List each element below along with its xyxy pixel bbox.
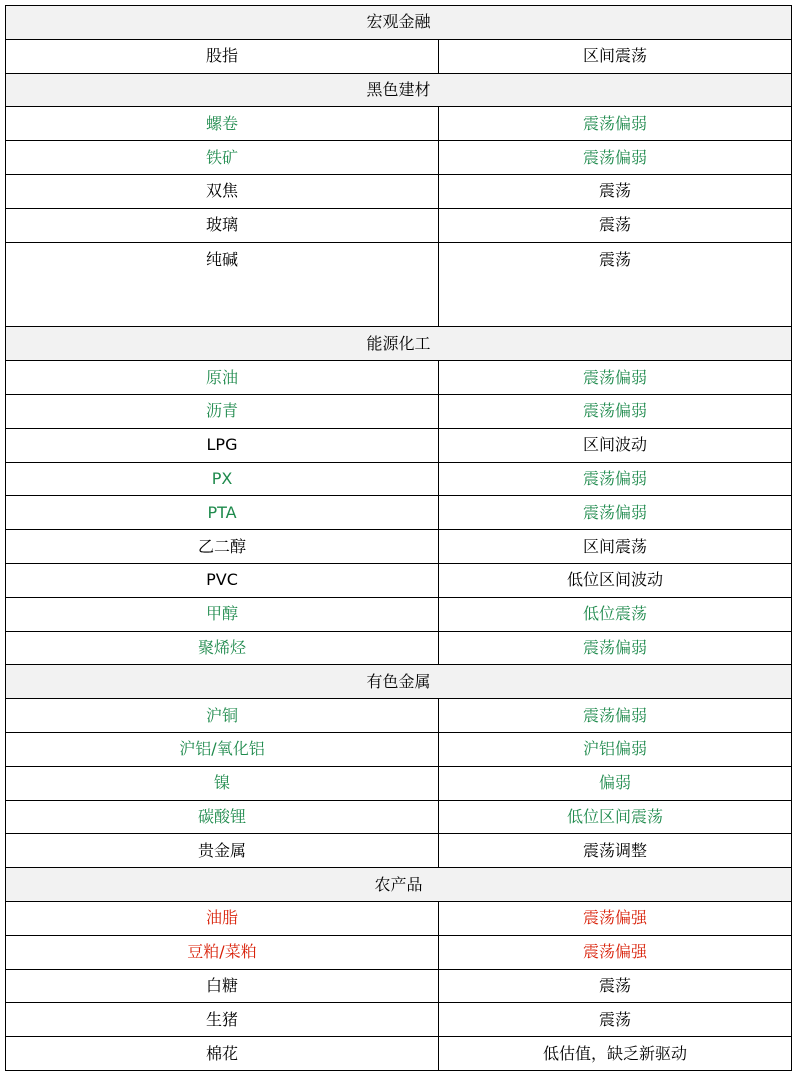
table-row bbox=[6, 361, 792, 395]
table-row bbox=[6, 208, 792, 242]
commodity-name: 甲醇 bbox=[6, 597, 439, 631]
outlook-view: 震荡偏弱 bbox=[439, 394, 792, 428]
commodity-name: 棉花 bbox=[6, 1037, 439, 1071]
table-row bbox=[6, 901, 792, 935]
outlook-view: 低位区间波动 bbox=[439, 563, 792, 597]
commodity-name: 聚烯烃 bbox=[6, 631, 439, 665]
outlook-view: 震荡 bbox=[439, 208, 792, 242]
table-row bbox=[6, 597, 792, 631]
section-header-row bbox=[6, 6, 792, 40]
table-row bbox=[6, 107, 792, 141]
commodity-name: 沥青 bbox=[6, 394, 439, 428]
commodity-name: 白糖 bbox=[6, 969, 439, 1003]
commodity-name: PX bbox=[6, 462, 439, 496]
section-header-row bbox=[6, 665, 792, 699]
outlook-view: 震荡 bbox=[439, 242, 792, 327]
table-row bbox=[6, 563, 792, 597]
section-title: 有色金属 bbox=[6, 665, 792, 699]
table-row bbox=[6, 428, 792, 462]
outlook-view: 震荡调整 bbox=[439, 834, 792, 868]
commodity-name: 玻璃 bbox=[6, 208, 439, 242]
table-row bbox=[6, 631, 792, 665]
table-row bbox=[6, 699, 792, 733]
outlook-view: 低位震荡 bbox=[439, 597, 792, 631]
commodity-name: 沪铜 bbox=[6, 699, 439, 733]
outlook-view: 区间震荡 bbox=[439, 530, 792, 564]
commodity-name: 乙二醇 bbox=[6, 530, 439, 564]
commodity-name: 碳酸锂 bbox=[6, 800, 439, 834]
table-row bbox=[6, 462, 792, 496]
outlook-view: 区间震荡 bbox=[439, 39, 792, 73]
commodity-name: PVC bbox=[6, 563, 439, 597]
outlook-view: 震荡 bbox=[439, 969, 792, 1003]
outlook-view: 震荡偏弱 bbox=[439, 496, 792, 530]
table-row bbox=[6, 39, 792, 73]
outlook-view: 震荡偏强 bbox=[439, 935, 792, 969]
table-row bbox=[6, 496, 792, 530]
section-header-row bbox=[6, 868, 792, 902]
commodity-name: 油脂 bbox=[6, 901, 439, 935]
outlook-view: 震荡偏弱 bbox=[439, 107, 792, 141]
table-row bbox=[6, 766, 792, 800]
outlook-view: 震荡 bbox=[439, 174, 792, 208]
commodity-name: 纯碱 bbox=[6, 242, 439, 327]
commodity-name: 股指 bbox=[6, 39, 439, 73]
commodity-name: LPG bbox=[6, 428, 439, 462]
commodity-name: 镍 bbox=[6, 766, 439, 800]
table-row bbox=[6, 530, 792, 564]
table-row bbox=[6, 1003, 792, 1037]
section-header-row bbox=[6, 327, 792, 361]
outlook-view: 震荡偏弱 bbox=[439, 631, 792, 665]
outlook-view: 震荡偏弱 bbox=[439, 141, 792, 175]
commodity-name: 双焦 bbox=[6, 174, 439, 208]
commodity-name: 铁矿 bbox=[6, 141, 439, 175]
commodity-name: 螺卷 bbox=[6, 107, 439, 141]
section-title: 能源化工 bbox=[6, 327, 792, 361]
table-row bbox=[6, 969, 792, 1003]
table-row bbox=[6, 141, 792, 175]
section-title: 宏观金融 bbox=[6, 6, 792, 40]
table-row bbox=[6, 935, 792, 969]
outlook-view: 低估值，缺乏新驱动 bbox=[439, 1037, 792, 1071]
outlook-view: 震荡偏弱 bbox=[439, 361, 792, 395]
outlook-view: 震荡偏强 bbox=[439, 901, 792, 935]
table-row bbox=[6, 1037, 792, 1071]
outlook-view: 区间波动 bbox=[439, 428, 792, 462]
commodity-name: 原油 bbox=[6, 361, 439, 395]
commodity-name: 沪铝/氧化铝 bbox=[6, 732, 439, 766]
table-row bbox=[6, 834, 792, 868]
outlook-view: 低位区间震荡 bbox=[439, 800, 792, 834]
outlook-view: 偏弱 bbox=[439, 766, 792, 800]
commodity-name: 贵金属 bbox=[6, 834, 439, 868]
table-row bbox=[6, 800, 792, 834]
table-row bbox=[6, 732, 792, 766]
commodity-name: PTA bbox=[6, 496, 439, 530]
market-outlook-body bbox=[6, 6, 792, 1071]
section-header-row bbox=[6, 73, 792, 107]
table-row bbox=[6, 174, 792, 208]
outlook-view: 震荡偏弱 bbox=[439, 462, 792, 496]
commodity-name: 生猪 bbox=[6, 1003, 439, 1037]
table-row bbox=[6, 242, 792, 327]
outlook-view: 沪铝偏弱 bbox=[439, 732, 792, 766]
outlook-view: 震荡偏弱 bbox=[439, 699, 792, 733]
section-title: 农产品 bbox=[6, 868, 792, 902]
market-outlook-table bbox=[5, 5, 792, 1071]
table-row bbox=[6, 394, 792, 428]
section-title: 黑色建材 bbox=[6, 73, 792, 107]
commodity-name: 豆粕/菜粕 bbox=[6, 935, 439, 969]
outlook-view: 震荡 bbox=[439, 1003, 792, 1037]
